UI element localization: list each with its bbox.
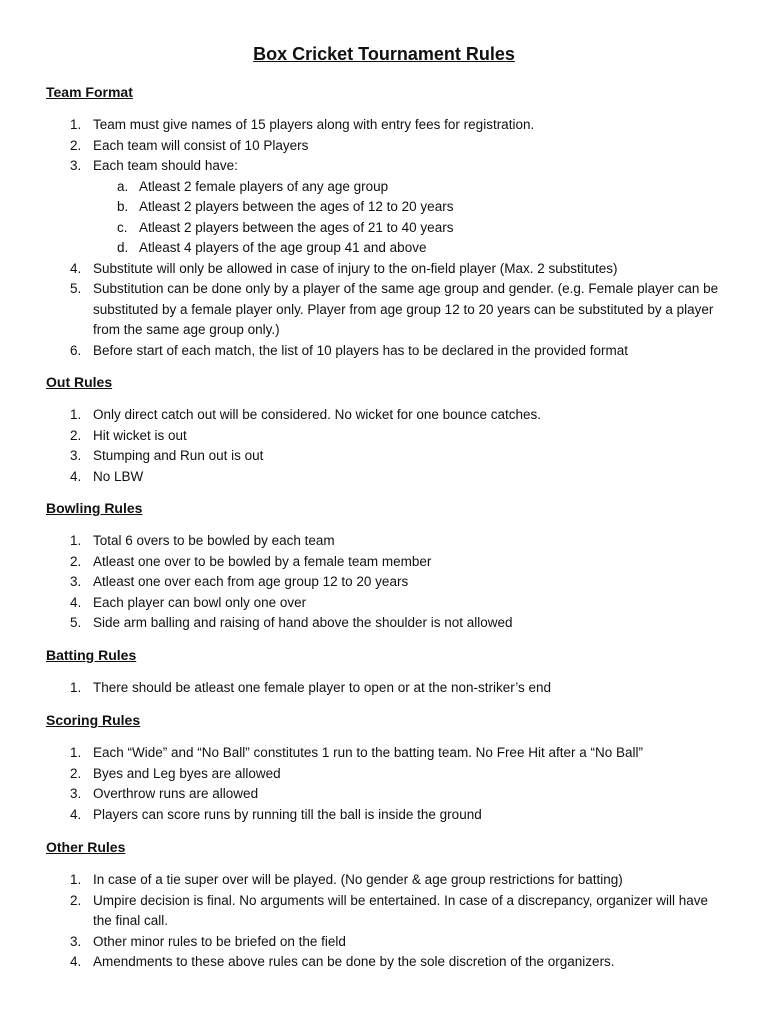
list-item — [46, 743, 726, 764]
item-number: 4. — [70, 954, 82, 969]
rule-list — [46, 743, 726, 825]
list-item — [46, 870, 726, 891]
item-number: 4. — [70, 806, 82, 822]
item-number: 1. — [70, 872, 82, 887]
item-text: Overthrow runs are allowed — [93, 786, 259, 801]
item-number: 3. — [70, 786, 82, 801]
list-item — [46, 446, 726, 467]
section-bowling-rules — [46, 499, 726, 634]
item-number: 1. — [70, 407, 82, 422]
list-item — [46, 259, 726, 280]
item-number: 4. — [70, 468, 82, 484]
item-text: Substitute will only be allowed in case of injury to the on-field player (Max. 2 substitutes) — [93, 260, 618, 276]
item-text: In case of a tie super over will be played. (No gender & age group restrictions for batting) — [93, 872, 623, 887]
sub-item-letter: d. — [117, 240, 129, 255]
section-batting-rules — [46, 646, 726, 699]
item-text: Each player can bowl only one over — [93, 594, 307, 610]
rule-list — [46, 115, 726, 361]
list-item — [46, 531, 726, 552]
item-text: Players can score runs by running till the ball is inside the ground — [93, 806, 482, 822]
section-heading: Scoring Rules — [46, 712, 141, 728]
list-item — [46, 405, 726, 426]
list-item — [46, 426, 726, 447]
item-number: 2. — [70, 427, 82, 443]
section-heading: Batting Rules — [46, 647, 137, 663]
list-item — [46, 136, 726, 157]
item-number: 5. — [70, 281, 82, 296]
item-number: 4. — [70, 260, 82, 276]
item-text: Side arm balling and raising of hand above the shoulder is not allowed — [93, 615, 513, 630]
item-text: Hit wicket is out — [93, 427, 187, 443]
item-text: Each “Wide” and “No Ball” constitutes 1 run to the batting team. No Free Hit after a “No Ball” — [93, 745, 643, 760]
item-text: Team must give names of 15 players along with entry fees for registration. — [93, 117, 535, 132]
list-item — [46, 764, 726, 785]
item-number: 1. — [70, 533, 82, 548]
sub-list-item — [93, 218, 726, 239]
section-heading: Bowling Rules — [46, 500, 143, 516]
sub-item-letter: b. — [117, 199, 129, 214]
sub-list — [93, 177, 726, 259]
item-number: 4. — [70, 594, 82, 610]
section-other-rules — [46, 838, 726, 973]
list-item — [46, 341, 726, 362]
item-text: Atleast one over each from age group 12 to 20 years — [93, 574, 409, 589]
item-number: 2. — [70, 892, 82, 908]
item-number: 1. — [70, 680, 82, 695]
item-text: There should be atleast one female player to open or at the non-striker’s end — [93, 680, 552, 695]
section-team-format — [46, 83, 726, 361]
section-heading: Other Rules — [46, 839, 126, 855]
item-number: 6. — [70, 342, 82, 358]
sub-list-item — [93, 177, 726, 198]
sub-item-text: Atleast 2 players between the ages of 12 to 20 years — [139, 199, 454, 214]
item-number: 3. — [70, 158, 82, 173]
list-item — [46, 932, 726, 953]
item-text: Before start of each match, the list of 10 players has to be declared in the provided format — [93, 342, 629, 358]
item-number: 3. — [70, 574, 82, 589]
list-item — [46, 593, 726, 614]
item-number: 2. — [70, 765, 82, 781]
sub-list-item — [93, 197, 726, 218]
item-number: 2. — [70, 137, 82, 153]
sub-item-text: Atleast 2 players between the ages of 21 to 40 years — [139, 219, 454, 235]
item-text: Umpire decision is final. No arguments will be entertained. In case of a discrepancy, organizer will have the final call. — [93, 892, 709, 928]
item-text: Each team will consist of 10 Players — [93, 137, 309, 153]
page-title: Box Cricket Tournament Rules — [253, 44, 515, 64]
sub-item-text: Atleast 2 female players of any age group — [139, 178, 389, 194]
list-item — [46, 784, 726, 805]
list-item — [46, 678, 726, 699]
section-out-rules — [46, 373, 726, 487]
list-item — [46, 467, 726, 488]
section-heading: Out Rules — [46, 374, 113, 390]
item-number: 1. — [70, 745, 82, 760]
list-item — [46, 952, 726, 973]
item-number: 1. — [70, 117, 82, 132]
item-number: 2. — [70, 553, 82, 569]
item-text: Amendments to these above rules can be done by the sole discretion of the organizers. — [93, 954, 615, 969]
list-item — [46, 891, 726, 932]
sub-item-letter: a. — [117, 178, 129, 194]
list-item — [46, 279, 726, 341]
item-text: Atleast one over to be bowled by a female team member — [93, 553, 432, 569]
item-number: 3. — [70, 933, 82, 949]
list-item — [46, 115, 726, 136]
rule-list — [46, 870, 726, 973]
list-item — [46, 805, 726, 826]
list-item — [46, 552, 726, 573]
section-scoring-rules — [46, 711, 726, 825]
item-text: Stumping and Run out is out — [93, 448, 264, 463]
rule-list — [46, 405, 726, 487]
list-item — [46, 572, 726, 593]
list-item — [46, 156, 726, 259]
item-text: Total 6 overs to be bowled by each team — [93, 533, 335, 548]
item-text: Each team should have: — [93, 158, 238, 173]
item-text: No LBW — [93, 468, 144, 484]
sub-item-text: Atleast 4 players of the age group 41 and above — [139, 240, 427, 255]
item-text: Byes and Leg byes are allowed — [93, 765, 281, 781]
sub-item-letter: c. — [117, 219, 128, 235]
sub-list-item — [93, 238, 726, 259]
item-number: 5. — [70, 615, 82, 630]
rule-list — [46, 531, 726, 634]
list-item — [46, 613, 726, 634]
item-text: Only direct catch out will be considered. No wicket for one bounce catches. — [93, 407, 541, 422]
rule-list — [46, 678, 726, 699]
section-heading: Team Format — [46, 84, 133, 100]
item-number: 3. — [70, 448, 82, 463]
item-text: Substitution can be done only by a player of the same age group and gender. (e.g. Female player can be substituted by a female player only. Player from age group 12 to 20 years can be substituted by a player from the same age group only.) — [93, 281, 719, 337]
item-text: Other minor rules to be briefed on the field — [93, 933, 346, 949]
